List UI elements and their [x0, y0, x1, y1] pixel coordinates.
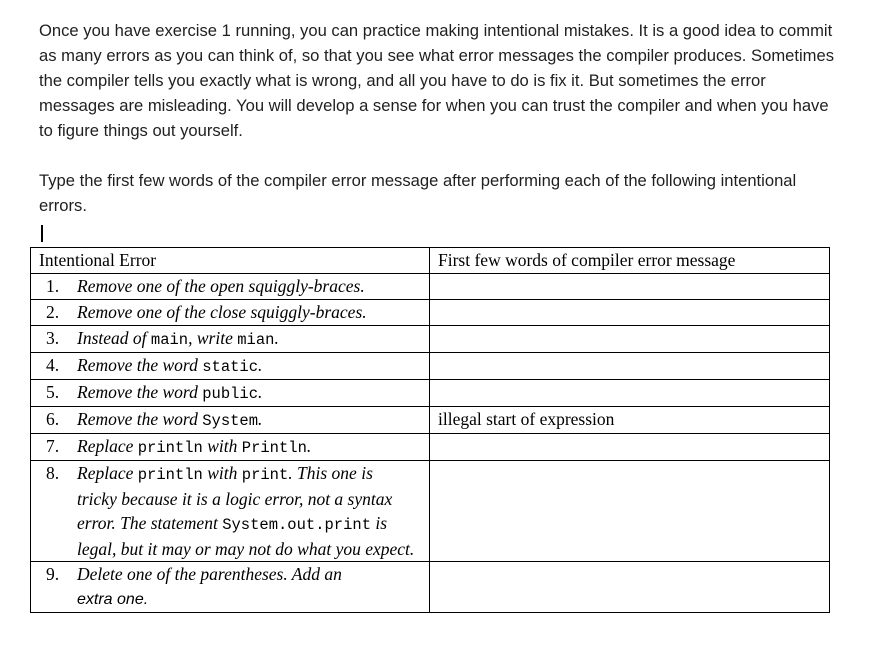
answer-cell[interactable]: [430, 562, 830, 613]
row-number: 7.: [46, 436, 60, 456]
instruction-paragraph: Type the first few words of the compiler error message after performing each of the following intentional errors.: [39, 171, 797, 215]
row-number: 2.: [46, 302, 60, 322]
table-header-row: [31, 248, 830, 274]
intro-paragraph: Once you have exercise 1 running, you can practice making intentional mistakes. It is a good idea to commit as many errors as you can think of, so that you see what error messages the compiler produces. Sometimes the compiler tells you exactly what is wrong, and all you have to do is fix it. But sometimes the error messages are misleading. You will develop a sense for when you can trust the compiler and when you have to figure things out yourself.: [39, 21, 835, 140]
answer-cell[interactable]: [430, 434, 830, 461]
error-description: [31, 300, 430, 326]
errors-table: [30, 247, 830, 613]
row-number: 4.: [46, 355, 60, 375]
row-number: 6.: [46, 409, 60, 429]
error-description: [31, 274, 430, 300]
answer-cell[interactable]: [430, 353, 830, 380]
error-text: Replace println with print. This one is tricky because it is a logic error, not a syntax error. The statement System.out.print is legal, but it may or may not do what you expect.: [77, 463, 415, 559]
error-description: [31, 407, 430, 434]
row-number: 1.: [46, 276, 60, 296]
error-description: [31, 326, 430, 353]
row-number: 5.: [46, 382, 60, 402]
error-text: Remove the word System.: [77, 409, 263, 430]
answer-cell[interactable]: [430, 380, 830, 407]
error-text: Delete one of the parentheses. Add an extra one.: [77, 564, 342, 608]
table-row: [31, 407, 830, 434]
error-text: Replace println with Println.: [77, 436, 312, 457]
table-row: [31, 562, 830, 613]
error-text: Remove one of the close squiggly-braces.: [77, 302, 367, 322]
table-row: [31, 353, 830, 380]
header-compiler-message: First few words of compiler error message: [430, 248, 830, 274]
answer-cell[interactable]: [430, 326, 830, 353]
error-description: [31, 353, 430, 380]
table-row: [31, 300, 830, 326]
table-row: [31, 380, 830, 407]
error-text: Remove one of the open squiggly-braces.: [77, 276, 365, 296]
table-row: [31, 326, 830, 353]
header-intentional-error: Intentional Error: [31, 248, 430, 274]
error-text: Remove the word public.: [77, 382, 263, 403]
answer-cell[interactable]: [430, 461, 830, 562]
error-description: [31, 562, 430, 613]
answer-cell[interactable]: [430, 274, 830, 300]
row-number: 8.: [46, 463, 60, 483]
error-text: Instead of main, write mian.: [77, 328, 279, 349]
text-cursor: [41, 225, 43, 242]
table-row: [31, 434, 830, 461]
answer-cell[interactable]: illegal start of expression: [430, 407, 830, 434]
error-description: [31, 461, 430, 562]
table-row: [31, 274, 830, 300]
error-description: [31, 434, 430, 461]
table-row: [31, 461, 830, 562]
row-number: 3.: [46, 328, 60, 348]
error-description: [31, 380, 430, 407]
answer-cell[interactable]: [430, 300, 830, 326]
row-number: 9.: [46, 564, 60, 584]
error-text: Remove the word static.: [77, 355, 263, 376]
